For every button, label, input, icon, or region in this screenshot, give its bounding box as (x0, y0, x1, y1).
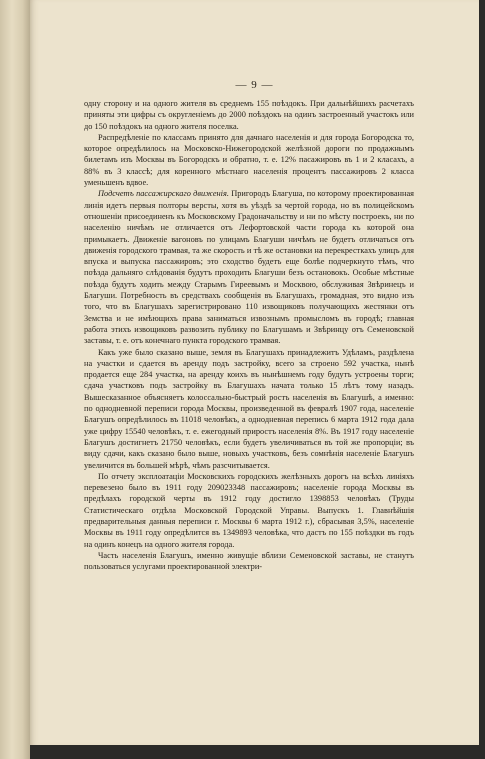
paragraph (84, 471, 414, 550)
paragraph-text: Какъ уже было сказано выше, земля въ Благушахъ принадлежитъ Удѣламъ, раздѣлена на участки и сдается въ аренду подъ застройку, всего за строено 592 участка, нынѣ продается еще 284 участка, на аренду коихъ въ нынѣшнемъ году будутъ устроены торги; сдача участковъ подъ застройку въ Благушахъ начата только 15 лѣтъ тому назадъ. Вышесказанное объясняетъ колоссально-быстрый ростъ населенія въ Благушѣ, а именно: по однодневной переписи города Москвы, произведенной въ февралѣ 1907 года, населеніе Благушъ опредѣлилось въ 11018 человѣкъ, а однодневная перепись 6 марта 1912 года дала уже цифру 15540 человѣкъ, т. е. ежегодный приростъ населенія 8%. Въ 1917 году населеніе Благушъ достигнетъ 21750 человѣкъ, если будетъ увеличиваться въ той же пропорціи; въ виду сдачи, какъ сказано было выше, новыхъ участковъ, безъ сомнѣнія населеніе Благушъ увеличится въ большей мѣрѣ, чѣмъ разсчитывается. (84, 347, 414, 470)
paragraph (84, 132, 414, 188)
paragraph (84, 550, 414, 573)
paragraph-text: По отчету эксплоатаціи Московскихъ городскихъ желѣзныхъ дорогъ на всѣхъ линіяхъ перевезено было въ 1911 году 209023348 пассажировъ; населеніе города Москвы въ предѣлахъ городской черты въ 1912 году достигло 1398853 человѣкъ (Труды Статистическаго отдѣла Московской Городской Управы. Выпускъ 1. Главнѣйшія предварительныя данныя переписи г. Москвы 6 марта 1912 г.), сбрасывая 3,5%, населеніе Москвы въ 1911 году опредѣлится въ 1349893 человѣка, что дастъ по 155 поѣздки въ годъ на одинъ конецъ на одного жителя города. (84, 471, 414, 549)
paragraph (84, 98, 414, 132)
paragraph (84, 347, 414, 471)
paragraph-text: Пригородъ Благуша, по которому проектированная линія идетъ первыя полторы версты, хотя въ уѣздѣ за чертой города, но въ полицейскомъ отношеніи присоединенъ къ Московскому Градоначальству и ни по мѣсту построекъ, ни по населенію ничѣмъ не отличается отъ Лефортовской части города къ которой она примыкаетъ. Движеніе вагоновъ по улицамъ Благуши ничѣмъ не будетъ отличаться отъ движенія городского трамвая, та же скорость и тѣ же остановки на перекресткахъ улицъ для впуска и выпуска пассажировъ; это сходство будетъ еще болѣе подчеркнуто тѣмъ, что поѣзда дальняго слѣдованія будутъ проходить Благуши безъ остановокъ. Особые мѣстные поѣзда будутъ ходить между Старымъ Гиреевымъ и Москвою, обслуживая Звѣринецъ и Благуши. Потребность въ средствахъ сообщенія въ Благушахъ, громадная, это видно изъ того, что въ Благушахъ зарегистрировано 110 извощиковъ получающихъ жестянки отъ Земства и не имѣющихъ права заниматься извознымъ промысломъ въ городѣ; главная работа этихъ извощиковъ развозить публику по Благушамъ и Звѣринцу отъ Семеновской заставы, т. е. отъ конечнаго пункта городского трамвая. (84, 189, 414, 346)
book-page (30, 0, 479, 745)
page-number: — 9 — (235, 79, 274, 91)
book-spine (0, 0, 30, 759)
paragraph-text: Распредѣленіе по классамъ принято для дачнаго населенія и для города Богородска то, которое опредѣлилось на Московско-Нижегородской желѣзной дороги по продажнымъ билетамъ изъ Москвы въ Богородскъ и обратно, т. е. 12% пасажировъ въ 1 и 2 класахъ, а 88% въ 3 классѣ; для коренного мѣстнаго населенія процентъ пассажировъ 2 класса уменьшенъ вдвое. (84, 132, 414, 188)
section-heading: Подсчетъ пассажирскаго движенія. (98, 189, 229, 199)
paragraph-text: Часть населенія Благушъ, именно живущіе вблизи Семеновской заставы, не станутъ пользоваться услугами проектированной электри- (84, 550, 414, 572)
paragraph-text: одну сторону и на одного жителя въ среднемъ 155 поѣздокъ. При дальнѣйшихъ расчетахъ приняты эти цифры съ округленіемъ до 2000 поѣздокъ на одинъ застроенный участокъ или до 150 поѣздокъ на одного жителя поселка. (84, 99, 414, 131)
page-text (84, 98, 414, 572)
paragraph (84, 188, 414, 346)
